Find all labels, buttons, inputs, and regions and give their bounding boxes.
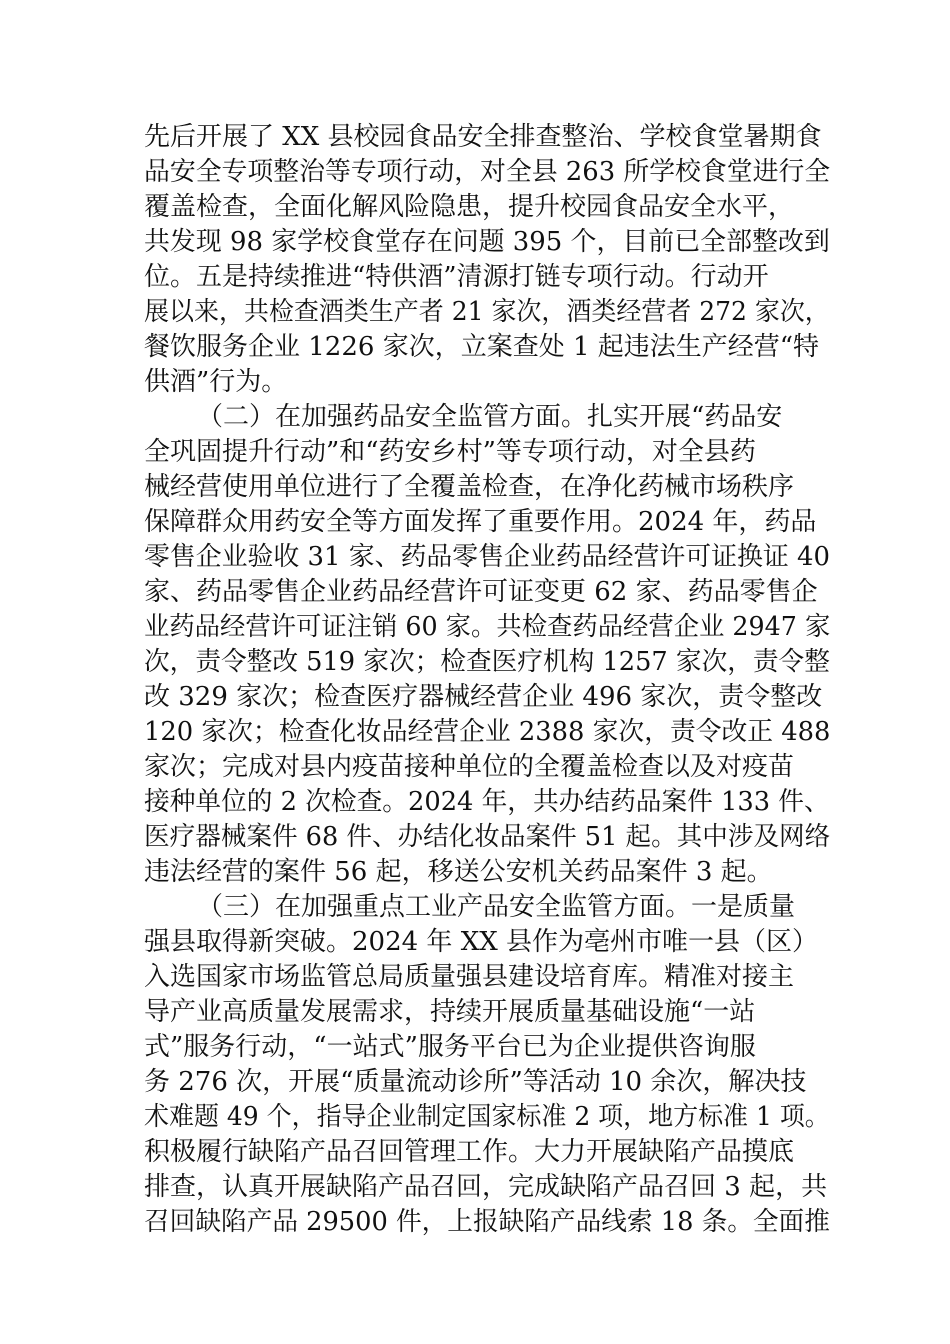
text-line: 零售企业验收 31 家、药品零售企业药品经营许可证换证 40	[144, 542, 830, 572]
text-line: 式”服务行动，“一站式”服务平台已为企业提供咨询服	[144, 1032, 756, 1062]
text-line: 全巩固提升行动”和“药安乡村”等专项行动，对全县药	[144, 437, 756, 467]
text-line: 餐饮服务企业 1226 家次，立案查处 1 起违法生产经营“特	[144, 332, 820, 362]
text-line: 违法经营的案件 56 起，移送公安机关药品案件 3 起。	[144, 857, 773, 887]
text-line: 品安全专项整治等专项行动，对全县 263 所学校食堂进行全	[144, 157, 831, 187]
text-line: 次，责令整改 519 家次；检查医疗机构 1257 家次，责令整	[144, 647, 830, 677]
text-line: 业药品经营许可证注销 60 家。共检查药品经营企业 2947 家	[144, 612, 831, 642]
text-line: 展以来，共检查酒类生产者 21 家次，酒类经营者 272 家次，	[144, 297, 830, 327]
text-line: 覆盖检查，全面化解风险隐患，提升校园食品安全水平，	[144, 192, 795, 222]
text-line: 入选国家市场监管总局质量强县建设培育库。精准对接主	[144, 962, 795, 992]
text-line: 术难题 49 个，指导企业制定国家标准 2 项，地方标准 1 项。	[144, 1102, 830, 1132]
text-line: 共发现 98 家学校食堂存在问题 395 个，目前已全部整改到	[144, 227, 830, 257]
text-line: 务 276 次，开展“质量流动诊所”等活动 10 余次，解决技	[144, 1067, 807, 1097]
text-line: 保障群众用药安全等方面发挥了重要作用。2024 年，药品	[144, 507, 817, 537]
text-line: 接种单位的 2 次检查。2024 年，共办结药品案件 133 件、	[144, 787, 830, 817]
text-line: 家次；完成对县内疫苗接种单位的全覆盖检查以及对疫苗	[144, 752, 795, 782]
text-line: 导产业高质量发展需求，持续开展质量基础设施“一站	[144, 997, 756, 1027]
text-line: 械经营使用单位进行了全覆盖检查，在净化药械市场秩序	[144, 472, 795, 502]
text-line: 家、药品零售企业药品经营许可证变更 62 家、药品零售企	[144, 577, 818, 607]
text-line: 先后开展了 XX 县校园食品安全排查整治、学校食堂暑期食	[144, 122, 822, 152]
text-line: 改 329 家次；检查医疗器械经营企业 496 家次，责令整改	[144, 682, 823, 712]
text-line: 位。五是持续推进“特供酒”清源打链专项行动。行动开	[144, 262, 769, 292]
text-line: 排查，认真开展缺陷产品召回，完成缺陷产品召回 3 起，共	[144, 1172, 828, 1202]
paragraph-heading-2: （二）在加强药品安全监管方面。扎实开展“药品安	[197, 402, 783, 432]
text-line: 医疗器械案件 68 件、办结化妆品案件 51 起。其中涉及网络	[144, 822, 831, 852]
text-line: 120 家次；检查化妆品经营企业 2388 家次，责令改正 488	[144, 717, 831, 747]
text-line: 供酒”行为。	[144, 367, 288, 397]
text-line: 积极履行缺陷产品召回管理工作。大力开展缺陷产品摸底	[144, 1137, 795, 1167]
paragraph-heading-3: （三）在加强重点工业产品安全监管方面。一是质量	[197, 892, 796, 922]
text-line: 强县取得新突破。2024 年 XX 县作为亳州市唯一县（区）	[144, 927, 818, 957]
text-line: 召回缺陷产品 29500 件，上报缺陷产品线索 18 条。全面推	[144, 1207, 830, 1237]
